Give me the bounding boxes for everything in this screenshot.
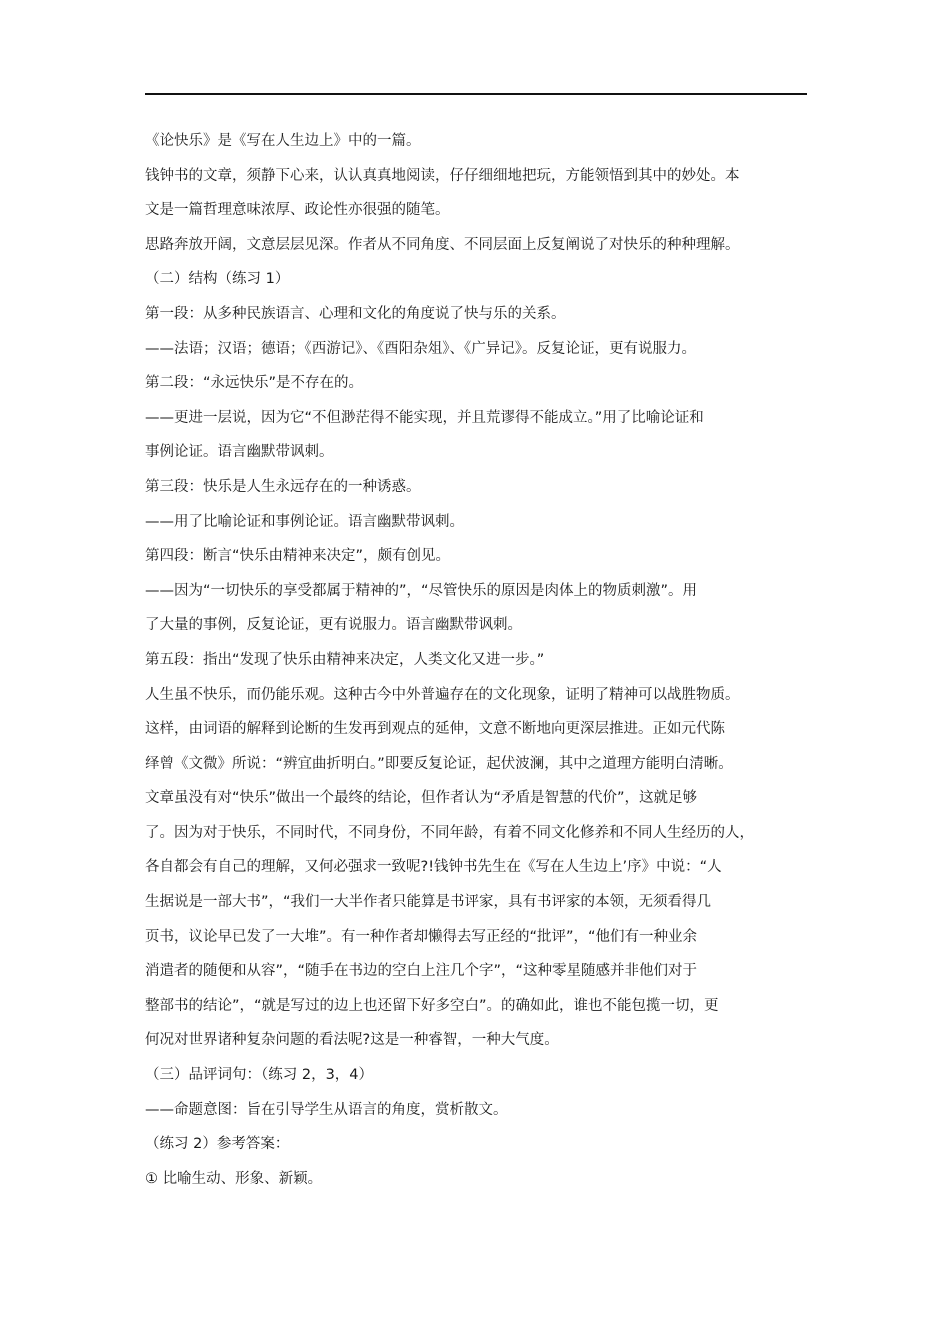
text-line: 《论快乐》是《写在人生边上》中的一篇。	[145, 133, 421, 149]
text-line: 第三段：快乐是人生永远存在的一种诱惑。	[145, 478, 421, 495]
text-line: 第五段：指出“发现了快乐由精神来决定，人类文化又进一步。”	[145, 651, 545, 668]
text-line: 思路奔放开阔，文意层层见深。作者从不同角度、不同层面上反复阐说了对快乐的种种理解。	[145, 236, 740, 253]
section-heading: （三）品评词句：（练习 2，3，4）	[145, 1067, 374, 1084]
text-line: 绎曾《文微》所说：“辨宜曲折明白。”即要反复论证，起伏波澜，其中之道理方能明白清晰。	[145, 755, 733, 772]
text-line: 何况对世界诸种复杂问题的看法呢?这是一种睿智，一种大气度。	[145, 1032, 559, 1049]
text-line: 了。因为对于快乐，不同时代，不同身份，不同年龄，有着不同文化修养和不同人生经历的人，	[145, 824, 754, 841]
text-line: ——用了比喻论证和事例论证。语言幽默带讽刺。	[145, 513, 464, 530]
section-heading: （二）结构（练习 1）	[145, 271, 290, 288]
text-line: 第一段：从多种民族语言、心理和文化的角度说了快与乐的关系。	[145, 305, 566, 322]
text-line: ——更进一层说，因为它“不但渺茫得不能实现，并且荒谬得不能成立。”用了比喻论证和	[145, 409, 704, 426]
text-line: 生据说是一部大书”，“我们一大半作者只能算是书评家，具有书评家的本领，无须看得几	[145, 894, 712, 911]
text-line: 页书，议论早已发了一大堆”。有一种作者却懒得去写正经的“批评”，“他们有一种业余	[145, 928, 698, 945]
text-line: 了大量的事例，反复论证，更有说服力。语言幽默带讽刺。	[145, 617, 522, 634]
text-line: ——因为“一切快乐的享受都属于精神的”，“尽管快乐的原因是肉体上的物质刺激”。用	[145, 582, 698, 599]
text-line: 第二段：“永远快乐”是不存在的。	[145, 375, 364, 392]
text-line: ——法语；汉语；德语；《西游记》、《酉阳杂俎》、《广异记》。反复论证，更有说服力。	[145, 340, 696, 357]
document-body	[145, 124, 807, 1196]
text-line: 文章虽没有对“快乐”做出一个最终的结论，但作者认为“矛盾是智慧的代价”，这就足够	[145, 790, 698, 807]
text-line: 第四段：断言“快乐由精神来决定”，颇有创见。	[145, 548, 451, 565]
text-line: ① 比喻生动、形象、新颖。	[145, 1170, 323, 1187]
text-line: 钱钟书的文章，须静下心来，认认真真地阅读，仔仔细细地把玩，方能领悟到其中的妙处。本	[145, 167, 740, 184]
text-line: （练习 2）参考答案：	[145, 1136, 290, 1153]
text-line: 消遣者的随便和从容”，“随手在书边的空白上注几个字”，“这种零星随感并非他们对于	[145, 963, 698, 980]
text-line: 这样，由词语的解释到论断的生发再到观点的延伸，文意不断地向更深层推进。正如元代陈	[145, 721, 725, 738]
text-line: 整部书的结论”，“就是写过的边上也还留下好多空白”。的确如此，谁也不能包揽一切，更	[145, 997, 719, 1014]
text-line: 人生虽不快乐，而仍能乐观。这种古今中外普遍存在的文化现象，证明了精神可以战胜物质。	[145, 686, 740, 703]
text-line: 事例论证。语言幽默带讽刺。	[145, 444, 334, 461]
header-rule	[145, 93, 807, 95]
text-line: ——命题意图：旨在引导学生从语言的角度，赏析散文。	[145, 1101, 508, 1118]
text-line: 文是一篇哲理意味浓厚、政论性亦很强的随笔。	[145, 202, 450, 219]
text-line: 各自都会有自己的理解，又何必强求一致呢?!钱钟书先生在《写在人生边上’序》中说：“人	[145, 859, 722, 876]
